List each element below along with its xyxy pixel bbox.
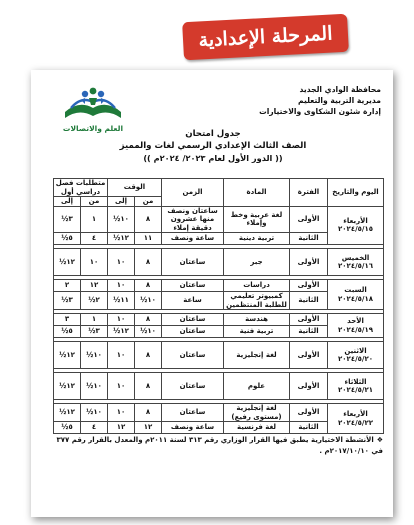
time-to-cell: ١٠½ [108,206,135,233]
table-header-row [54,179,384,197]
bullet-icon: ❖ [376,436,383,444]
day-date: ٢٠٢٤/٥/١٨ [338,294,374,303]
time-from-cell: ٨ [135,249,162,276]
period-cell: الأولى [290,206,328,233]
time-to-cell: ١٠ [108,280,135,292]
table-row [54,373,384,400]
table-row [54,404,384,422]
time-from-cell: ١١ [135,233,162,245]
day-cell [328,206,384,245]
day-date: ٢٠٢٤/٥/١٩ [338,325,374,334]
time-from-cell: ٨ [135,342,162,369]
subject-cell: دراسات [224,280,290,292]
duration-cell: ساعتان [162,314,224,326]
period-cell: الثانية [290,292,328,310]
second-from-cell: ١٠½ [81,342,108,369]
duration-cell: ساعتان [162,373,224,400]
header-day: اليوم والتاريخ [328,179,384,207]
period-cell: الثانية [290,326,328,338]
table-row [54,280,384,292]
duration-cell: ساعة [162,292,224,310]
time-to-cell: ١٢½ [108,233,135,245]
heading-session: (( الدور الأول لعام ٢٠٢٣/ ٢٠٢٤م )) [143,153,283,163]
duration-cell: ساعتان [162,280,224,292]
second-to-cell: ١٢½ [54,404,81,422]
header-second-from: من [81,197,108,207]
subject-cell: جبر [224,249,290,276]
period-cell: الثانية [290,233,328,245]
day-cell [328,342,384,369]
second-from-cell: ١٠½ [81,404,108,422]
day-name: الاثنين [344,346,367,355]
time-to-cell: ١٠ [108,314,135,326]
time-from-cell: ٨ [135,404,162,422]
duration-cell: ساعة ونصف [162,422,224,434]
header-time-to: إلى [108,197,135,207]
day-date: ٢٠٢٤/٥/١٥ [338,225,374,234]
second-from-cell: ٤ [81,233,108,245]
footer-note [55,435,383,457]
heading-grade: الصف الثالث الإعدادي الرسمي لغات والمميز [119,141,307,151]
subject-cell: لغة فرنسية [224,422,290,434]
heading-title: جدول امتحان [185,129,241,139]
day-cell [328,249,384,276]
second-to-cell: ٣½ [54,206,81,233]
day-date: ٢٠٢٤/٥/٢١ [338,386,374,394]
subject-cell: تربية فنية [224,326,290,338]
subject-cell: كمبيوتر تعليمي للطلبة المنتظمين [224,292,290,310]
day-name: الأحد [347,317,364,325]
day-cell [328,373,384,400]
period-cell: الثانية [290,422,328,434]
header-period: الفترة [290,179,328,207]
period-cell: الأولى [290,280,328,292]
period-cell: الأولى [290,342,328,369]
period-cell: الأولى [290,373,328,400]
table-row [54,249,384,276]
table-row [54,206,384,233]
time-from-cell: ٨ [135,280,162,292]
second-from-cell: ٣½ [81,326,108,338]
second-from-cell: ١ [81,206,108,233]
header-duration: الزمن [162,179,224,207]
table-row [54,314,384,326]
day-cell [328,404,384,434]
footer-line-2: في ٢٠١٧/١٠/١٠م . [319,447,383,455]
document-frame [18,10,402,520]
time-to-cell: ١١½ [108,292,135,310]
day-cell [328,314,384,338]
day-name: الأربعاء [343,410,368,418]
time-to-cell: ١٠ [108,373,135,400]
header-time: الوقت [108,179,162,197]
duration-cell: ساعتان [162,404,224,422]
second-to-cell: ٣ [54,314,81,326]
duration-cell: ساعتان [162,342,224,369]
time-to-cell: ١٢ [108,422,135,434]
day-name: السبت [344,286,367,294]
header-time-from: من [135,197,162,207]
header-second-to: إلى [54,197,81,207]
duration-cell: ساعتان ونصف منها عشرون دقيقة إملاء [162,206,224,233]
second-from-cell: ١٠ [81,249,108,276]
subject-cell: تربية دينية [224,233,290,245]
second-to-cell: ١٢½ [54,373,81,400]
directorate-block [231,84,381,117]
directorate-line: مديرية التربية والتعليم [298,96,381,105]
time-to-cell: ١٢½ [108,326,135,338]
time-from-cell: ٨ [135,206,162,233]
second-from-cell: ٢½ [81,292,108,310]
schedule-body [54,206,384,434]
day-name: الثلاثاء [344,377,367,386]
second-to-cell: ٣½ [54,292,81,310]
second-from-cell: ١٠½ [81,373,108,400]
time-to-cell: ١٠ [108,342,135,369]
second-to-cell: ١٢½ [54,342,81,369]
duration-cell: ساعة ونصف [162,233,224,245]
period-cell: الأولى [290,404,328,422]
second-to-cell: ٥½ [54,326,81,338]
second-to-cell: ٥½ [54,422,81,434]
second-from-cell: ١٢ [81,280,108,292]
duration-cell: ساعتان [162,249,224,276]
subject-cell: علوم [224,373,290,400]
second-from-cell: ١ [81,314,108,326]
time-from-cell: ٨ [135,314,162,326]
subject-cell: لغة عربية وخط وإملاء [224,206,290,233]
time-from-cell: ١٢ [135,422,162,434]
footer-line-1: الأنشطة الاختيارية يطبق فيها القرار الوزاري رقم ٣١٣ لسنة ٢٠١١م والمعدل بالقرار رقم ٣٧٧ [56,436,374,444]
period-cell: الأولى [290,314,328,326]
table-row [54,342,384,369]
time-from-cell: ٨ [135,373,162,400]
time-to-cell: ١٠ [108,249,135,276]
period-cell: الأولى [290,249,328,276]
time-to-cell: ١٠ [108,404,135,422]
day-date: ٢٠٢٤/٥/١٦ [338,262,374,270]
day-name: الأربعاء [343,216,368,225]
time-from-cell: ١٠½ [135,326,162,338]
exam-schedule-table [53,178,384,434]
header-second-requirements: متطلبات فصل دراسي أول [54,179,108,197]
time-from-cell: ١٠½ [135,292,162,310]
day-cell [328,280,384,310]
day-date: ٢٠٢٤/٥/٢٢ [338,418,374,427]
header-subject: المادة [224,179,290,207]
logo-caption: العلم والاتصالات [62,124,124,133]
second-to-cell: ٢ [54,280,81,292]
department-line: إدارة شئون الشكاوى والاختيارات [259,107,381,116]
duration-cell: ساعتان [162,326,224,338]
second-to-cell: ٥½ [54,233,81,245]
subject-cell: لغة إنجليزية (مستوى رفيع) [224,404,290,422]
schedule-sheet [31,70,393,517]
second-to-cell: ١٢½ [54,249,81,276]
day-date: ٢٠٢٤/٥/٢٠ [338,355,374,363]
stage-title-banner: المرحلة الإعدادية [182,14,349,61]
subject-cell: هندسة [224,314,290,326]
second-from-cell: ٤ [81,422,108,434]
schedule-heading [91,128,335,164]
governorate-line: محافظة الوادي الجديد [299,85,381,94]
subject-cell: لغة إنجليزية [224,342,290,369]
day-name: الخميس [341,253,370,262]
